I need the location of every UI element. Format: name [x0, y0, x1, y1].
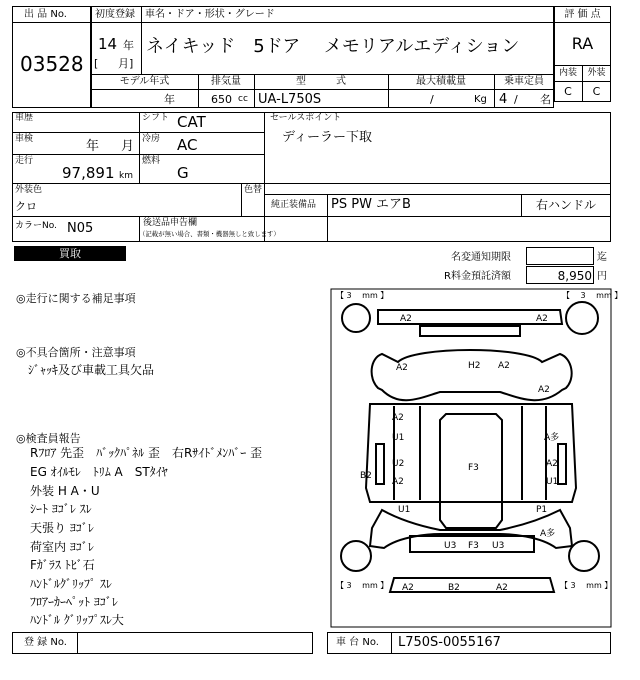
defect-notes-title: ◎不具合箇所・注意事項	[16, 346, 136, 359]
load-unit: Kg	[474, 94, 487, 105]
exterior-color: クロ	[15, 200, 37, 213]
model-year-unit: 年	[164, 93, 175, 106]
color-no-label: カラーNo.	[15, 221, 57, 231]
displacement: 650	[211, 93, 232, 106]
mark-bottom-b2: B2	[448, 583, 460, 593]
lot-number: 03528	[20, 52, 84, 76]
interior-label: 内装	[558, 68, 577, 78]
color-no: N05	[67, 221, 94, 236]
inspector-line: ﾌﾛｱｰｶｰﾍﾟｯﾄ ﾖｺﾞﾚ	[30, 595, 118, 609]
fuel-label: 燃料	[142, 156, 161, 166]
mark-roof-f3: F3	[468, 463, 479, 473]
mileage-unit: km	[119, 171, 133, 181]
mark-top-left: A2	[400, 314, 412, 324]
mileage-label: 走行	[15, 156, 34, 166]
shift-label: シフト	[142, 113, 170, 123]
load-label: 最大積載量	[416, 76, 466, 87]
registration-month-open: [	[94, 57, 99, 70]
aftermarket-note: （記載が無い場合、書類・機器無しと致します）	[139, 230, 280, 238]
equipment: PS PW エアB	[331, 197, 411, 212]
mark-right-side: A多	[544, 433, 560, 443]
registration-month-unit: 月]	[118, 57, 134, 70]
color-change-label: 色替	[244, 185, 263, 195]
load-separator: /	[430, 93, 434, 106]
purchase-label: 買取	[59, 247, 81, 260]
mark-rear-a2: A2	[392, 477, 404, 487]
inspector-line: 天張り ﾖｺﾞﾚ	[30, 521, 94, 535]
tire-bottom-right-text: 【 3 mm 】	[560, 581, 613, 590]
capacity-separator: /	[514, 93, 518, 106]
sales-point: ディーラー下取	[282, 130, 372, 145]
registration-number-label: 登 録 No.	[24, 637, 67, 648]
mark-bottom-a2: A2	[402, 583, 414, 593]
exterior-grade: C	[592, 85, 601, 98]
inspector-line: Fｶﾞﾗｽ ﾄﾋﾞ石	[30, 558, 95, 572]
mark-rear-b2: B2	[360, 471, 372, 481]
capacity: 4	[499, 92, 508, 107]
chassis-number-label: 車 台 No.	[336, 637, 379, 648]
damage-diagram	[330, 288, 623, 628]
ac-label: 冷房	[142, 134, 161, 144]
transfer-deadline-box	[526, 247, 594, 265]
sales-point-label: セールスポイント	[270, 113, 342, 123]
mark-bottom-a2b: A2	[496, 583, 508, 593]
mark-front-fender-left: A2	[396, 363, 408, 373]
equipment-label: 純正装備品	[271, 200, 317, 210]
transfer-deadline-label: 名変通知期限	[451, 252, 511, 263]
inspector-line: ﾊﾝﾄﾞﾙｸﾞﾘｯﾌﾟ ｽﾚ	[30, 577, 112, 591]
exterior-label: 外装	[587, 68, 606, 78]
car-name: ネイキッド 5ドア メモリアルエディション	[146, 36, 520, 57]
inspector-line: Rﾌﾛｱ 先歪 ﾊﾞｯｸﾊﾟﾈﾙ 歪 右Rｻｲﾄﾞﾒﾝﾊﾞｰ 歪	[30, 446, 263, 460]
score-value: RA	[571, 34, 594, 53]
inspector-line: 外装 H A・U	[30, 484, 100, 498]
capacity-label: 乗車定員	[504, 76, 544, 87]
tire-bottom-left-text: 【 3 mm 】	[336, 581, 389, 590]
history-label: 車歴	[15, 113, 34, 123]
inspector-report-title: ◎検査員報告	[16, 432, 81, 445]
tire-top-right-text: 【 3 mm 】	[562, 291, 623, 300]
displacement-unit: cc	[238, 94, 248, 104]
exterior-color-label: 外装色	[15, 185, 43, 195]
lot-label: 出 品 No.	[24, 9, 67, 20]
transfer-deadline-unit: 迄	[597, 252, 607, 263]
model-year-label: モデル年式	[119, 76, 170, 87]
recycle-fee: 8,950	[557, 269, 592, 283]
inspection-year-unit: 年	[86, 139, 100, 154]
recycle-fee-label: R料金預託済額	[444, 271, 511, 282]
registration-year: 14	[98, 35, 118, 53]
mark-rear-door-a2: A2	[392, 413, 404, 423]
mark-side-u1: U1	[546, 477, 559, 487]
tire-top-left-text: 【 3 mm 】	[336, 291, 389, 300]
inspector-line: 荷室内 ﾖｺﾞﾚ	[30, 540, 94, 554]
inspection-label: 車検	[15, 134, 34, 144]
capacity-unit: 名	[540, 93, 551, 106]
mark-right-a-multi: A多	[540, 529, 556, 539]
inspector-line: EG ｵｲﾙﾓﾚ ﾄﾘﾑ A STﾀｲﾔ	[30, 465, 168, 479]
mark-side-a2: A2	[546, 459, 558, 469]
recycle-fee-unit: 円	[597, 271, 607, 282]
registration-year-unit: 年	[123, 39, 134, 52]
first-registration-label: 初度登録	[95, 9, 135, 20]
type-label: 型 式	[296, 76, 346, 87]
mark-hood-a2: A2	[498, 361, 510, 371]
mark-front-fender-right: A2	[538, 385, 550, 395]
mark-front-f3: F3	[468, 541, 479, 551]
aftermarket-label: 後送品申告欄	[143, 218, 198, 228]
steering: 右ハンドル	[536, 198, 597, 212]
driving-notes-title: ◎走行に関する補足事項	[16, 292, 136, 305]
inspector-line: ｼｰﾄ ﾖｺﾞﾚ ｽﾚ	[30, 502, 92, 516]
inspection-month-unit: 月	[121, 139, 135, 154]
defect-notes-text: ｼﾞｬｯｷ及び車載工具欠品	[28, 363, 155, 377]
mark-rear-corner-u1: U1	[398, 505, 411, 515]
mileage: 97,891	[62, 164, 115, 182]
displacement-label: 排気量	[211, 76, 241, 87]
model-type: UA-L750S	[258, 92, 322, 107]
mark-rear-door-u1: U1	[392, 433, 405, 443]
mark-rear-u2: U2	[392, 459, 405, 469]
air-conditioning: AC	[177, 136, 198, 154]
inspector-line: ﾊﾝﾄﾞﾙ ｸﾞﾘｯﾌﾟｽﾚ大	[30, 613, 124, 627]
mark-front-u3a: U3	[444, 541, 457, 551]
fuel: G	[177, 164, 189, 182]
score-label: 評 価 点	[564, 9, 601, 20]
mark-front-u3b: U3	[492, 541, 505, 551]
shift: CAT	[177, 113, 206, 131]
chassis-number: L750S-0055167	[398, 635, 501, 650]
mark-hood-h2: H2	[468, 361, 481, 371]
interior-grade: C	[564, 85, 572, 98]
car-name-label: 車名・ドア・形状・グレード	[145, 9, 275, 20]
mark-right-p1: P1	[536, 505, 548, 515]
mark-top-right: A2	[536, 314, 548, 324]
